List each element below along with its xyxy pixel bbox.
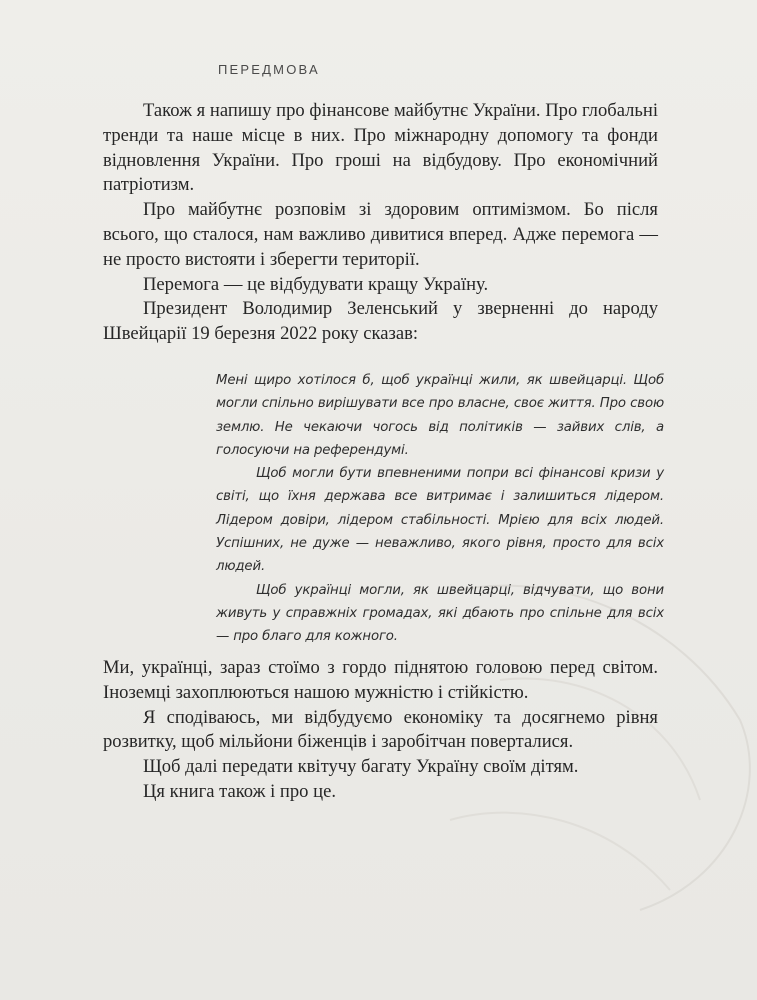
paragraph: Щоб далі передати квітучу багату Україну своїм дітям. bbox=[143, 756, 579, 778]
paragraph: Ми, українці, зараз стоїмо з гордо піднятою головою перед світом. Іноземці захоплюються нашою мужністю і стійкістю. bbox=[103, 657, 658, 703]
paragraph: Ця книга також і про це. bbox=[143, 780, 336, 802]
paragraph: Президент Володимир Зеленський у зверненні до народу Швейцарії 19 березня 2022 року сказав: bbox=[103, 298, 658, 345]
running-head: ПЕРЕДМОВА bbox=[218, 62, 320, 77]
body-text-bottom bbox=[103, 656, 658, 805]
body-text-top bbox=[103, 99, 658, 347]
quote-paragraph: Щоб могли бути впевненими попри всі фінансові кризи у світі, що їхня держава все витримає і залишиться лідером. Лідером довіри, лідером стабільності. Мрією для всіх людей. Успішних, не дуже — неважливо, якого рівня, просто для всіх людей. bbox=[216, 466, 664, 575]
paragraph: Також я напишу про фінансове майбутнє України. Про глобальні тренди та наше місце в них. Про міжнародну допомогу та фонди відновлення України. Про гроші на відбудову. Про економічний патріотизм. bbox=[103, 100, 658, 196]
paragraph: Я сподіваюсь, ми відбудуємо економіку та досягнемо рівня розвитку, щоб мільйони біженців і заробітчан поверталися. bbox=[103, 706, 658, 753]
paragraph: Про майбутнє розповім зі здоровим оптимізмом. Бо після всього, що сталося, нам важливо дивитися вперед. Адже перемога — не просто вистояти і зберегти території. bbox=[103, 199, 658, 270]
paragraph: Перемога — це відбудувати кращу Україну. bbox=[143, 273, 489, 295]
quote-paragraph: Мені щиро хотілося б, щоб українці жили, як швейцарці. Щоб могли спільно вирішувати все про власне, своє життя. Про свою землю. Не чекаючи чогось від політиків — зайвих слів, а голосуючи на референдумі. bbox=[216, 373, 664, 458]
block-quote bbox=[216, 369, 664, 649]
quote-paragraph: Щоб українці могли, як швейцарці, відчувати, що вони живуть у справжніх громадах, які дбають про спільне для всіх — про благо для кожного. bbox=[216, 582, 664, 645]
